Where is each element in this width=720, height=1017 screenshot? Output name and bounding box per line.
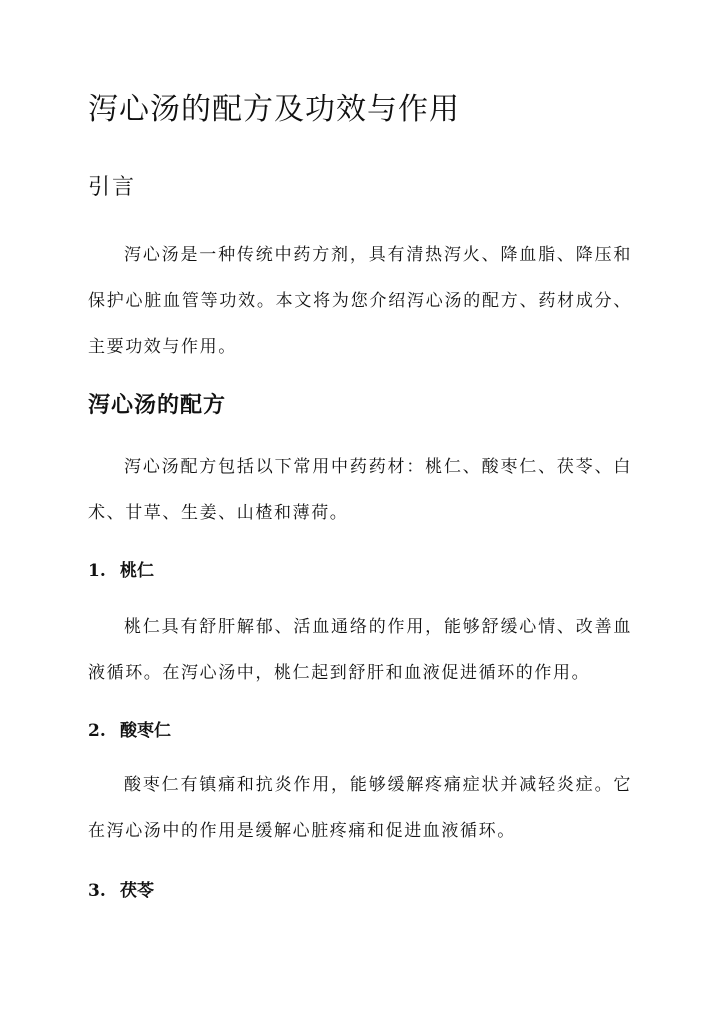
item-number: 2. <box>88 721 106 741</box>
item-heading-3 <box>88 876 154 901</box>
item-heading-2 <box>88 716 171 741</box>
item-paragraph-1: 桃仁具有舒肝解郁、活血通络的作用，能够舒缓心情、改善血液循环。在泻心汤中，桃仁起到舒肝和血液促进循环的作用。 <box>88 617 632 683</box>
item-name: 酸枣仁 <box>120 721 171 741</box>
item-number: 3. <box>88 881 106 901</box>
item-name: 茯苓 <box>120 881 154 901</box>
intro-paragraph: 泻心汤是一种传统中药方剂，具有清热泻火、降血脂、降压和保护心脏血管等功效。本文将为您介绍泻心汤的配方、药材成分、主要功效与作用。 <box>88 245 632 357</box>
intro-heading: 引言 <box>88 175 137 200</box>
item-number: 1. <box>88 561 106 581</box>
page-title: 泻心汤的配方及功效与作用 <box>88 92 460 127</box>
item-name: 桃仁 <box>120 561 154 581</box>
formula-paragraph: 泻心汤配方包括以下常用中药药材：桃仁、酸枣仁、茯苓、白术、甘草、生姜、山楂和薄荷。 <box>88 457 632 523</box>
item-paragraph-2: 酸枣仁有镇痛和抗炎作用，能够缓解疼痛症状并减轻炎症。它在泻心汤中的作用是缓解心脏疼痛和促进血液循环。 <box>88 775 632 841</box>
item-heading-1 <box>88 556 154 581</box>
formula-heading: 泻心汤的配方 <box>88 392 227 418</box>
